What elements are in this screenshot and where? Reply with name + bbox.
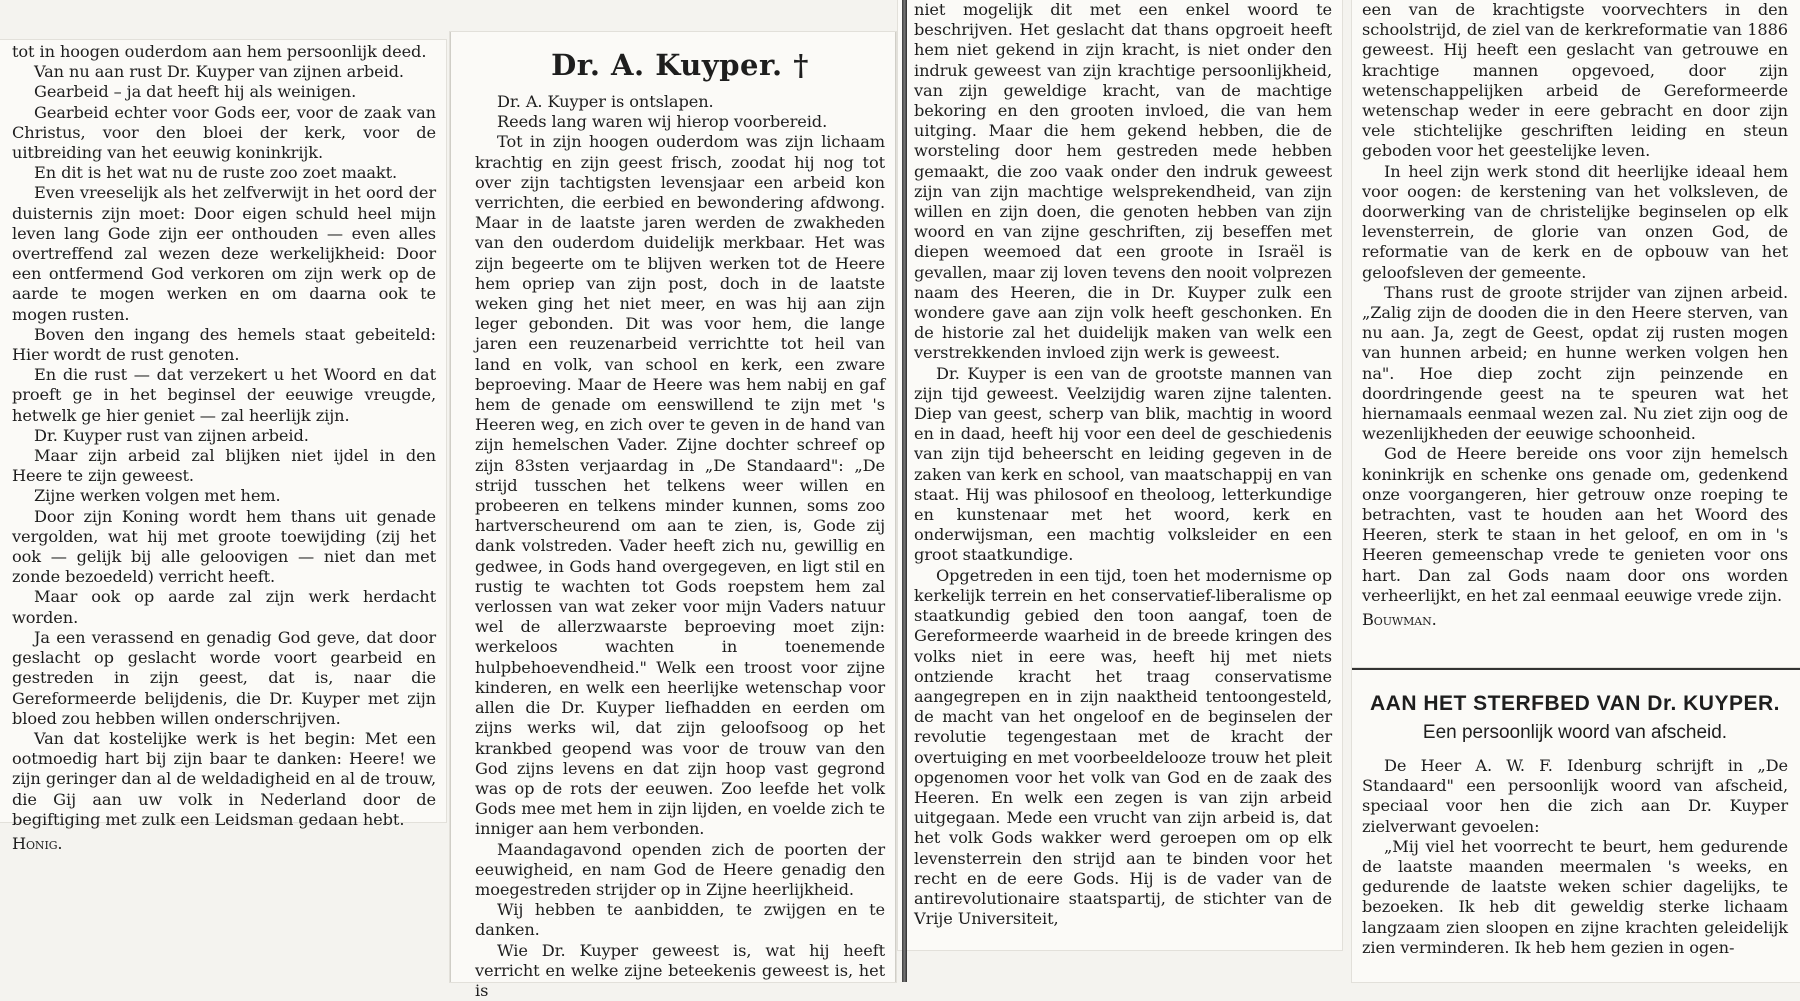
clipping-column-3 [898, 0, 1342, 950]
paragraph: Even vreeselijk als het zelfverwijt in het oord der duisternis zijn moet: Door eigen schuld heel mijn leven lang Gode zijn eer onthouden — even alles overtreffend zal wezen deze werkelijkheid: Door een ontfermend God verkoren om zijn werk op de aarde te mogen werken en om daarna ook te mogen rusten. [12, 183, 436, 324]
paragraph: En die rust — dat verzekert u het Woord en dat proeft ge in het beginsel der eeuwige vreugde, hetwelk ge hier geniet — zal heerlijk zijn. [12, 365, 436, 425]
paragraph: Thans rust de groote strijder van zijnen arbeid. „Zalig zijn de dooden die in den Heere sterven, van nu aan. Ja, zegt de Geest, opdat zij rusten mogen van hunnen arbeid; en hunne werken volgen hen na". Hoe diep zocht zijn peinzende en doordringende geest na te speuren wat het hiernamaals eenmaal wezen zal. Nu ziet zijn oog de wezenlijkheden der eeuwige schoonheid. [1362, 282, 1788, 444]
paragraph: Dr. Kuyper rust van zijnen arbeid. [34, 425, 309, 445]
paragraph: In heel zijn werk stond dit heerlijke ideaal hem voor oogen: de kerstening van het volksleven, de doorwerking van de christelijke beginselen op elk levensterrein, de glorie van onzen God, de reformatie van de kerk en de opbouw van het geloofsleven der gemeente. [1362, 161, 1788, 282]
paragraph: Opgetreden in een tijd, toen het modernisme op kerkelijk terrein en het conservatief-liberalisme op staatkundig gebied den toon aangaf, toen de Gereformeerde waarheid in de breede kringen des volks niet in eere was, heeft hij met niets ontziende kracht het traag conservatisme aangegrepen en in zijn naaktheid tentoongesteld, de macht van het ongeloof en de beginselen der revolutie tegengestaan met de kracht der overtuiging en met voorbeeldelooze trouw het pleit opgenomen voor het volk van God en de zaak des Heeren. En welk een zegen is van zijn arbeid uitgegaan. Mede een vrucht van zijn arbeid is, dat het volk Gods wakker werd geroepen om op elk levensterrein den strijd aan te binden voor het recht en de eere Gods. Hij is de vader van de antirevolutionaire staatspartij, de stichter van de Vrije Universiteit, [914, 565, 1332, 929]
clipping-column-1 [0, 40, 446, 853]
signature-bouwman: Bouwman. [1362, 610, 1437, 630]
column-1-text [12, 42, 436, 830]
headline-sterfbed: AAN HET STERFBED VAN Dr. KUYPER. [1370, 692, 1780, 715]
clipping-column-5 [1352, 668, 1800, 982]
signature-honig: Honig. [12, 833, 63, 853]
column-3-text [914, 0, 1332, 929]
headline-kuyper: Dr. A. Kuyper. † [551, 48, 809, 82]
paragraph: Maar zijn arbeid zal blijken niet ijdel in den Heere te zijn geweest. [12, 446, 436, 486]
paragraph: Gearbeid echter voor Gods eer, voor de zaak van Christus, voor den bloei der kerk, voor de uitbreiding van het eeuwig koninkrijk. [12, 102, 436, 163]
paragraph: niet mogelijk dit met een enkel woord te beschrijven. Het geslacht dat thans opgroeit heeft hem niet gekend in zijn kracht, is niet onder den indruk geweest van zijn krachtige persoonlijkheid, van zijn geweldige kracht, van de machtige bekoring en den grooten invloed, die van hem uitging. Maar die hem gekend hebben, die de worsteling door hem gestreden mede hebben gemaakt, die zoo vaak onder den indruk geweest zijn van zijn machtige welsprekendheid, van zijn willen en zijn doen, die genoten hebben van zijn woord en van zijne geschriften, zij beseffen met diepen weemoed dat een groote in Israël is gevallen, maar zij loven tevens den nooit volprezen naam des Heeren, die in Dr. Kuyper zulk een wondere gave aan zijn volk heeft geschonken. En de historie zal het duidelijk maken van welk een verstrekkenden invloed zijn werk is geweest. [914, 0, 1332, 363]
column-2-text [475, 92, 885, 1001]
column-5-text [1362, 756, 1788, 958]
paragraph: Dr. A. Kuyper is ontslapen. [497, 92, 714, 111]
paragraph: Van nu aan rust Dr. Kuyper van zijnen arbeid. [34, 62, 404, 82]
paragraph: Wie Dr. Kuyper geweest is, wat hij heeft verricht en welke zijne beteekenis geweest is, het is [475, 940, 885, 1000]
paragraph: Ja een verassend en genadig God geve, dat door geslacht op geslacht worde voort gearbeid en gestreden in zijn geest, dat is, naar die Gereformeerde belijdenis, die Dr. Kuyper met zijn bloed zou hebben willen onderschrijven. [12, 627, 436, 728]
clipping-column-2 [450, 32, 896, 1000]
paragraph: Maandagavond openden zich de poorten der eeuwigheid, en nam God de Heere genadig den moegestreden strijder op in Zijne heerlijkheid. [475, 839, 885, 899]
paragraph: een van de krachtigste voorvechters in den schoolstrijd, de ziel van de kerkreformatie van 1886 geweest. Hij heeft een geslacht van getrouwe en krachtige mannen opgevoed, door zijn wetenschappelijken arbeid de Gereformeerde wetenschap weder in eere gebracht en door zijn vele stichtelijke geschriften leiding en steun geboden voor het geestelijke leven. [1362, 0, 1788, 161]
paragraph: De Heer A. W. F. Idenburg schrijft in „De Standaard" een persoonlijk woord van afscheid, speciaal voor hen die zich aan Dr. Kuyper zielverwant gevoelen: [1362, 756, 1788, 836]
paragraph: „Mij viel het voorrecht te beurt, hem gedurende de laatste maanden meermalen 's weeks, en gedurende de laatste weken schier dagelijks, te bezoeken. Ik heb dit geweldig sterke lichaam langzaam zien sloopen en zijne krachten geleidelijk zien verminderen. Ik heb hem gezien in ogen- [1362, 836, 1788, 957]
paragraph: En dit is het wat nu de ruste zoo zoet maakt. [34, 163, 398, 183]
paper-fold-shadow [902, 0, 907, 982]
paragraph: Door zijn Koning wordt hem thans uit genade vergolden, wat hij met groote toewijding (zij het ook — gelijk bij alle geloovigen — niet dan met zonde bezoedeld) verricht heeft. [12, 506, 436, 587]
paragraph: Dr. Kuyper is een van de grootste mannen van zijn tijd geweest. Veelzijdig waren zijne talenten. Diep van geest, scherp van blik, machtig in woord en in daad, heeft hij voor een deel de geschiedenis van zijn tijd beheerscht en leiding gegeven in de zaken van kerk en school, van maatschappij en van staat. Hij was philosoof en theoloog, letterkundige en kunstenaar met het woord, kerk en onderwijsman, een machtig volksleider en een groot staatkundige. [914, 363, 1332, 565]
paragraph: Zijne werken volgen met hem. [34, 486, 281, 506]
clipping-column-4 [1352, 0, 1800, 690]
paragraph: tot in hoogen ouderdom aan hem persoonlijk deed. [12, 42, 427, 61]
subheadline-afscheid: Een persoonlijk woord van afscheid. [1422, 722, 1728, 743]
paragraph: Reeds lang waren wij hierop voorbereid. [497, 112, 828, 132]
paragraph: Van dat kostelijke werk is het begin: Met een ootmoedig hart bij zijn baar te danken: Heere! we zijn geringer dan al de weldadigheid en al de trouw, die Gij aan uw volk in Nederland door de begiftiging met zulk een Leidsman gedaan hebt. [12, 728, 436, 829]
paragraph: Boven den ingang des hemels staat gebeiteld: Hier wordt de rust genoten. [12, 324, 436, 365]
paragraph: God de Heere bereide ons voor zijn hemelsch koninkrijk en schenke ons genade om, gedenkend onze voorgangeren, hier getrouw onze roeping te betrachten, vast te houden aan het Woord des Heeren, sterk te staan in het geloof, en om in 's Heeren gemeenschap vrede te genieten voor ons hart. Dan zal Gods naam door ons worden verheerlijkt, en het zal eenmaal eeuwige vrede zijn. [1362, 444, 1788, 605]
paragraph: Gearbeid – ja dat heeft hij als weinigen. [34, 82, 357, 102]
column-4-text [1362, 0, 1788, 606]
paragraph: Maar ook op aarde zal zijn werk herdacht worden. [12, 587, 436, 627]
paragraph: Tot in zijn hoogen ouderdom was zijn lichaam krachtig en zijn geest frisch, zoodat hij nog tot over zijn tachtigsten levensjaar een arbeid kon verrichten, die eerbied en bewondering afdwong. Maar in de laatste jaren werden de zwakheden van den ouderdom duidelijk merkbaar. Het was zijn begeerte om te blijven werken tot de Heere hem opriep van zijn post, doch in de laatste weken ging het niet meer, en was hij aan zijn leger gebonden. Dit was voor hem, die lange jaren een reuzenarbeid verrichtte tot heil van land en volk, van school en kerk, een zware beproeving. Maar de Heere was hem nabij en gaf hem de genade om eenswillend te zijn met 's Heeren weg, en zich over te geven in de hand van zijn hemelschen Vader. Zijne dochter schreef op zijn 83sten verjaardag in „De Standaard": „De strijd tusschen het telkens weer willen en probeeren en telkens minder kunnen, soms zoo hartverscheurend om aan te zien, is, Gode zij dank volstreden. Vader heeft zich nu, gewillig en gedwee, in Gods hand overgegeven, en ligt stil en rustig te wachten tot Gods roepstem hem zal verlossen van wat zeker voor mijn Vaders natuur wel de allerzwaarste beproeving moet zijn: werkeloos wachten in toenemende hulpbehoevendheid." Welk een troost voor zijne kinderen, en welk een heerlijke wetenschap voor allen die Dr. Kuyper liefhadden en eerden om zijns werks wil, dat zijn geloofsoog op het krankbed geopend was voor de trouw van den God zijns levens en dat zijn hoop vast gegrond was op de rots der eeuwen. Zoo leefde het volk Gods mee met hem in zijn lijden, en voelde zich te inniger aan hem verbonden. [475, 132, 885, 839]
paragraph: Wij hebben te aanbidden, te zwijgen en te danken. [475, 900, 885, 940]
